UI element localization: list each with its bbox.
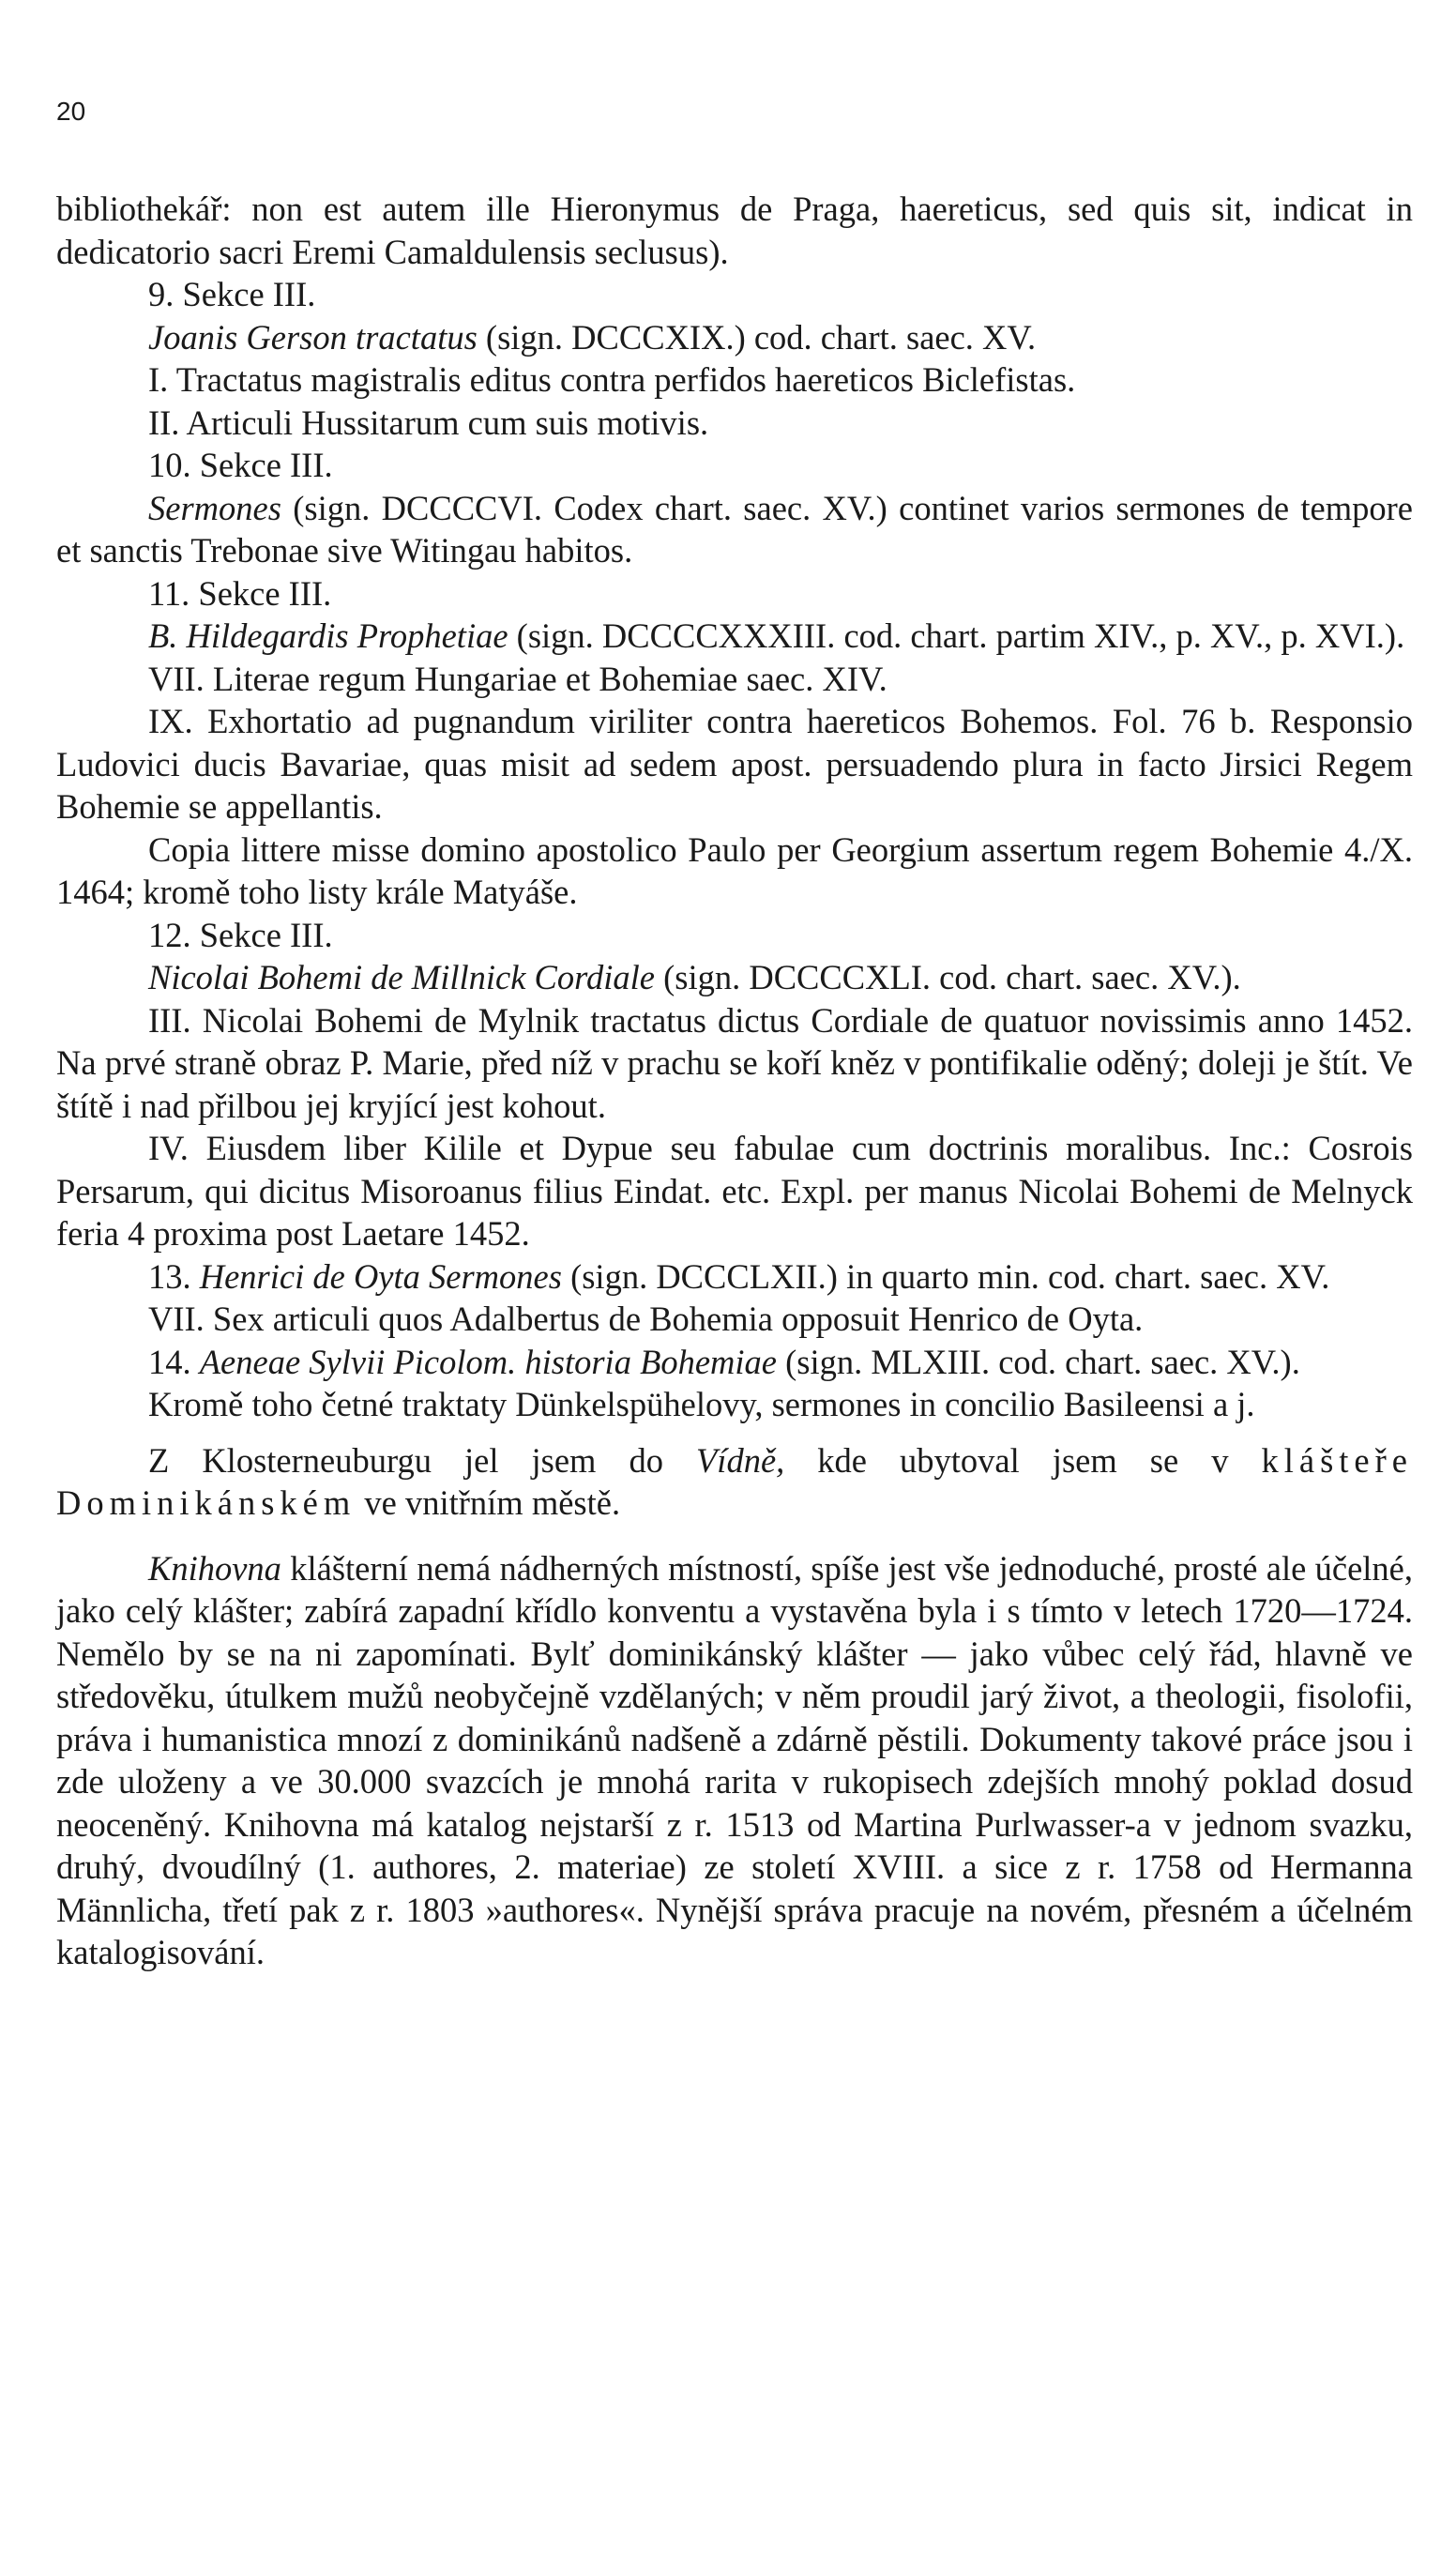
paragraph: Sermones (sign. DCCCCVI. Codex chart. saec. XV.) continet varios sermones de tempore et sanctis Trebonae sive Witingau habitos.: [56, 488, 1413, 570]
paragraph: IV. Eiusdem liber Kilile et Dypue seu fabulae cum doctrinis moralibus. Inc.: Cosrois Persarum, qui dicitus Misoroanus filius Eindat. etc. Expl. per manus Nicolai Bohemi de Melnyck feria 4 proxima post Laetare 1452.: [56, 1129, 1413, 1253]
paragraph: Kromě toho četné traktaty Dünkelspühelovy, sermones in concilio Basileensi a j.: [148, 1385, 1255, 1423]
paragraph: bibliothekář: non est autem ille Hieronymus de Praga, haereticus, sed quis sit, indicat in dedicatorio sacri Eremi Camaldulensis seclusus).: [56, 190, 1413, 271]
paragraph: 11. Sekce III.: [148, 573, 332, 613]
paragraph: B. Hildegardis Prophetiae (sign. DCCCCXXXIII. cod. chart. partim XIV., p. XV., p. XVI.).: [148, 616, 1405, 655]
paragraph: Joanis Gerson tractatus (sign. DCCCXIX.) cod. chart. saec. XV.: [148, 317, 1037, 357]
paragraph: IX. Exhortatio ad pugnandum viriliter contra haereticos Bohemos. Fol. 76 b. Responsio Ludovici ducis Bavariae, quas misit ad sedem apost. persuadendo plura in facto Jirsici Regem Bohemie se appellantis.: [56, 702, 1413, 826]
paragraph: VII. Sex articuli quos Adalbertus de Bohemia opposuit Henrico de Oyta.: [148, 1300, 1144, 1338]
paragraph: I. Tractatus magistralis editus contra perfidos haereticos Biclefistas.: [148, 360, 1076, 399]
paragraph: Z Klosterneuburgu jel jsem do Vídně, kde ubytoval jsem se v klášteře Dominikánském ve vnitřním městě.: [56, 1440, 1413, 1522]
paragraph: 10. Sekce III.: [148, 446, 333, 484]
paragraph: 12. Sekce III.: [148, 915, 333, 954]
paragraph: Nicolai Bohemi de Millnick Cordiale (sign. DCCCCXLI. cod. chart. saec. XV.).: [148, 958, 1241, 996]
paragraph: III. Nicolai Bohemi de Mylnik tractatus dictus Cordiale de quatuor novissimis anno 1452. Na prvé straně obraz P. Marie, před níž v prachu se koří kněz v pontifikalie oděný; doleji je štít. Ve štítě i nad přilbou jej kryjící jest kohout.: [56, 1000, 1413, 1125]
paragraph: Knihovna klášterní nemá nádherných místností, spíše jest vše jednoduché, prosté ale účelné, jako celý klášter; zabírá zapadní křídlo konventu a vystavěna byla i s tímto v letech 1720—1724. Nemělo by se na ni zapomínati. Bylť dominikánský klášter — jako vůbec celý řád, hlavně ve středověku, útulkem mužů neobyčejně vzdělaných; v něm proudil jarý život, a theologii, fisolofii, práva i humanistica mnozí z dominikánů nadšeně a zdárně pěstili. Dokumenty takové práce jsou i zde uloženy a ve 30.000 svazcích je mnohá rarita v rukopisech zdejších mnohý poklad dosud neoceněný. Knihovna má katalog nejstarší z r. 1513 od Martina Purlwasser-a v jednom svazku, druhý, dvoudílný (1. authores, 2. materiae) ze století XVIII. a sice z r. 1758 od Hermanna Männlicha, třetí pak z r. 1803 »authores«. Nynější správa pracuje na novém, přesném a účelném katalogisování.: [56, 1548, 1413, 1971]
paragraph: 14. Aeneae Sylvii Picolom. historia Bohemiae (sign. MLXIII. cod. chart. saec. XV.).: [148, 1342, 1300, 1381]
body-text: [56, 188, 1413, 1974]
paragraph: VII. Literae regum Hungariae et Bohemiae saec. XIV.: [148, 659, 887, 698]
paragraph: 13. Henrici de Oyta Sermones (sign. DCCCLXII.) in quarto min. cod. chart. saec. XV.: [148, 1256, 1330, 1296]
paragraph: 9. Sekce III.: [148, 275, 316, 313]
page-number: 20: [56, 97, 86, 126]
paragraph: II. Articuli Hussitarum cum suis motivis.: [148, 403, 709, 442]
paragraph: Copia littere misse domino apostolico Paulo per Georgium assertum regem Bohemie 4./X. 1464; kromě toho listy krále Matyáše.: [56, 829, 1413, 911]
